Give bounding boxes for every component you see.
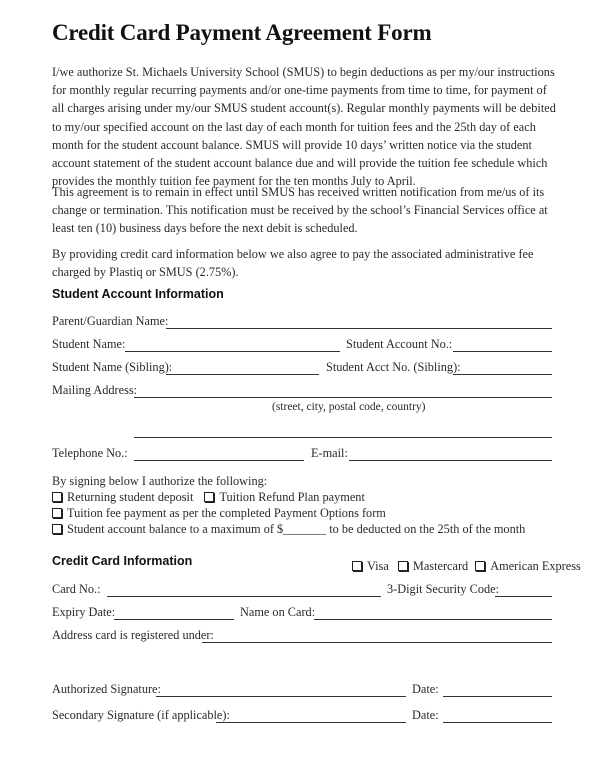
checkbox-icon[interactable] (475, 561, 485, 571)
mailing-address-hint: (street, city, postal code, country) (272, 401, 426, 413)
checkbox-icon[interactable] (52, 508, 62, 518)
checkbox-icon[interactable] (204, 492, 214, 502)
student-acct-sibling-field[interactable] (453, 374, 552, 375)
authorized-signature-label: Authorized Signature: (52, 682, 161, 696)
parent-guardian-label: Parent/Guardian Name: (52, 314, 169, 328)
student-acct-sibling-label: Student Acct No. (Sibling): (326, 360, 461, 374)
student-name-sibling-field[interactable] (166, 374, 319, 375)
authorized-date-label: Date: (412, 682, 439, 696)
authorized-signature-field[interactable] (156, 696, 406, 697)
name-on-card-label: Name on Card: (240, 605, 316, 619)
tuition-fee-option[interactable]: Tuition fee payment as per the completed Payment Options form (52, 506, 386, 521)
email-label: E-mail: (311, 446, 348, 460)
checkbox-icon[interactable] (398, 561, 408, 571)
agreement-duration-paragraph: This agreement is to remain in effect until SMUS has received written notification from me/us of its change or termination. This notification must be received by the school’s Financial Services office at least ten (10) business days before the next debit is scheduled. (52, 185, 548, 236)
student-account-no-label: Student Account No.: (346, 337, 453, 351)
mailing-address-field-2[interactable] (134, 437, 552, 438)
card-no-label: Card No.: (52, 582, 101, 596)
student-name-sibling-label: Student Name (Sibling): (52, 360, 173, 374)
card-address-field[interactable] (202, 642, 552, 643)
secondary-date-field[interactable] (443, 722, 552, 723)
tuition-refund-option[interactable]: Tuition Refund Plan payment (204, 490, 364, 504)
card-type-mastercard[interactable]: Mastercard (398, 559, 468, 573)
form-title: Credit Card Payment Agreement Form (52, 20, 432, 45)
account-balance-option[interactable]: Student account balance to a maximum of $_______ to be deducted on the 25th of the month (52, 522, 525, 537)
secondary-date-label: Date: (412, 708, 439, 722)
card-no-field[interactable] (107, 596, 381, 597)
mailing-address-field-1[interactable] (134, 397, 552, 398)
credit-card-heading: Credit Card Information (52, 554, 193, 568)
returning-deposit-option[interactable]: Returning student deposit (52, 490, 193, 504)
card-address-label: Address card is registered under: (52, 628, 214, 642)
checkbox-icon[interactable] (52, 492, 62, 502)
name-on-card-field[interactable] (314, 619, 552, 620)
checkbox-icon[interactable] (352, 561, 362, 571)
secondary-signature-label: Secondary Signature (if applicable): (52, 708, 230, 722)
secondary-signature-field[interactable] (216, 722, 406, 723)
student-name-label: Student Name: (52, 337, 126, 351)
student-account-heading: Student Account Information (52, 287, 224, 301)
student-account-no-field[interactable] (453, 351, 552, 352)
card-type-visa[interactable]: Visa (352, 559, 389, 573)
parent-guardian-field[interactable] (166, 328, 552, 329)
card-type-options (352, 559, 581, 574)
telephone-label: Telephone No.: (52, 446, 128, 460)
mailing-address-label: Mailing Address: (52, 383, 138, 397)
authorization-row-1 (52, 490, 373, 505)
card-type-amex[interactable]: American Express (475, 559, 581, 573)
security-code-label: 3-Digit Security Code: (387, 582, 500, 596)
expiry-date-label: Expiry Date: (52, 605, 116, 619)
telephone-field[interactable] (134, 460, 304, 461)
authorization-paragraph: I/we authorize St. Michaels University School (SMUS) to begin deductions as per my/our instructions for monthly regular recurring payments and/or one-time payments from time to time, for payment of all charges arising under my/our SMUS student account(s). Regular monthly payments will be debited to my/our specified account on the last day of each month for tuition fees and the 25th day of each month for the student account balance. SMUS will provide 10 days’ written notice via the student account statement of the student account balance due and will provide the tuition fee schedule which provides the monthly tuition fee payment for the ten months July to April. (52, 65, 556, 189)
checkbox-icon[interactable] (52, 524, 62, 534)
email-field[interactable] (349, 460, 552, 461)
security-code-field[interactable] (495, 596, 552, 597)
fee-paragraph: By providing credit card information below we also agree to pay the associated administrative fee charged by Plastiq or SMUS (2.75%). (52, 247, 534, 280)
student-name-field[interactable] (125, 351, 340, 352)
authorization-intro: By signing below I authorize the following: (52, 474, 268, 488)
expiry-date-field[interactable] (114, 619, 234, 620)
authorized-date-field[interactable] (443, 696, 552, 697)
